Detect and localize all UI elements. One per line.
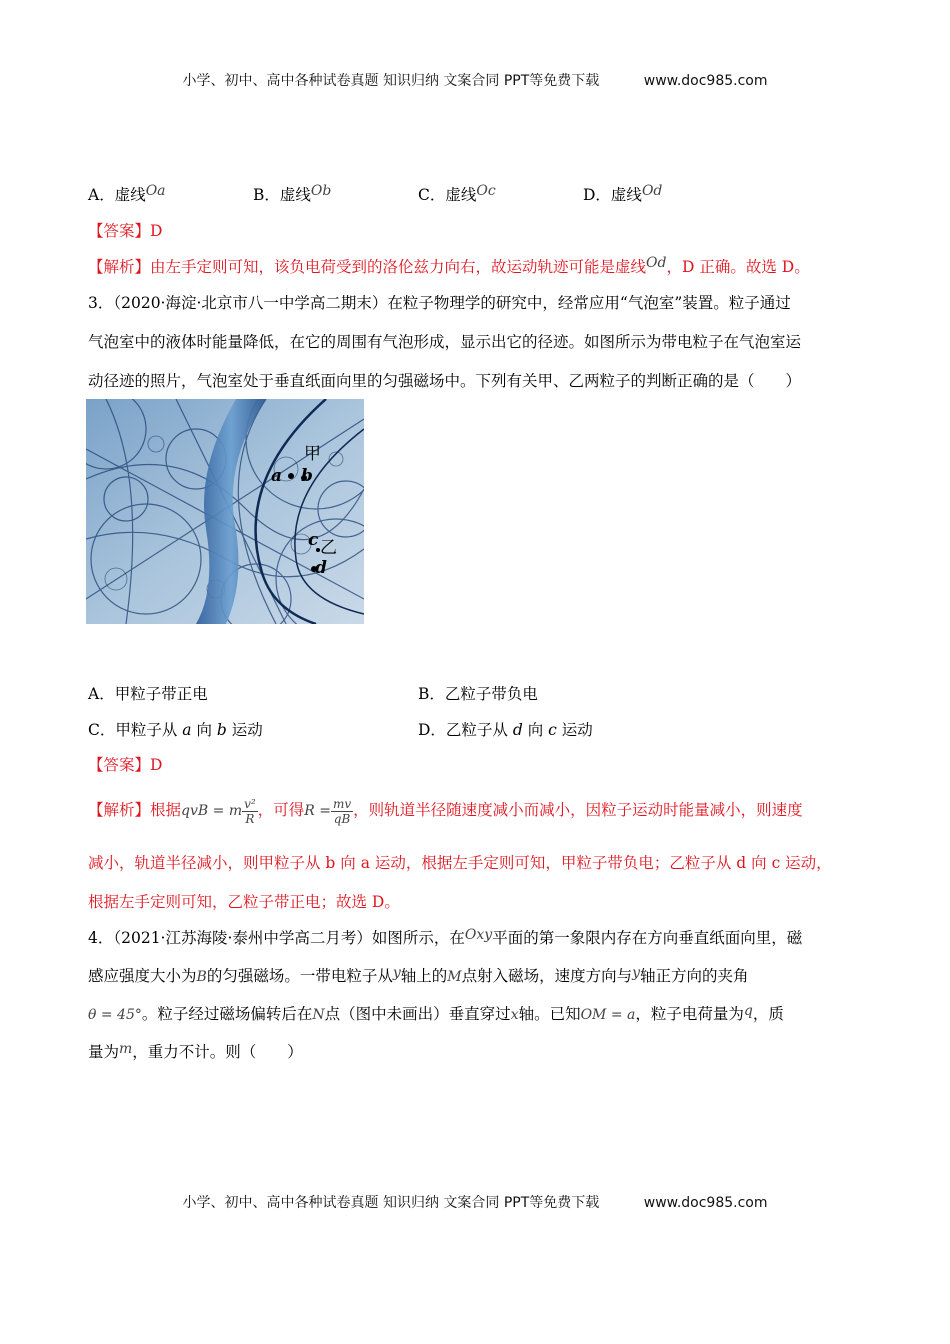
q3-option-d-from: d bbox=[512, 721, 523, 739]
q4-math: OM = a bbox=[580, 1007, 636, 1023]
q4-math: M bbox=[447, 969, 462, 985]
q3-option-b: B．乙粒子带负电 bbox=[418, 685, 538, 703]
q3-stem-line-3: 动径迹的照片，气泡室处于垂直纸面向里的匀强磁场中。下列有关甲、乙两粒子的判断正确的是（ ） bbox=[88, 372, 802, 390]
footer-text: 小学、初中、高中各种试卷真题 知识归纳 文案合同 PPT等免费下载 bbox=[182, 1195, 600, 1211]
fraction-v2-over-r bbox=[242, 797, 258, 826]
q4-text: 轴正方向的夹角 bbox=[640, 967, 749, 985]
page-footer bbox=[0, 1192, 950, 1212]
q2-option-d-math: Od bbox=[641, 183, 663, 199]
q3-analysis-line-1 bbox=[88, 792, 803, 829]
q2-option-b-math: Ob bbox=[310, 183, 332, 199]
answer-tag: 【答案】 bbox=[88, 222, 151, 240]
q3-stem-line-1: 3．（2020·海淀·北京市八一中学高二期末）在粒子物理学的研究中，经常应用“气泡室”装置。粒子通过 bbox=[88, 294, 791, 312]
q3-analysis-line-3: 根据左手定则可知，乙粒子带正电；故选 D。 bbox=[88, 893, 400, 911]
q2-option-d bbox=[583, 183, 662, 205]
label-d: d bbox=[315, 558, 327, 578]
q4-text: ，粒子电荷量为 bbox=[635, 1005, 744, 1023]
q4-stem-line-4 bbox=[88, 1040, 303, 1062]
q4-stem-line-1 bbox=[88, 926, 802, 948]
label-b: b bbox=[301, 466, 313, 486]
q4-math: θ = 45° bbox=[88, 1007, 142, 1023]
answer-tag: 【答案】 bbox=[88, 756, 151, 774]
fraction-denominator: qB bbox=[333, 811, 351, 826]
header-site-link[interactable]: www.doc985.com bbox=[643, 73, 768, 89]
equation-radius: R = bbox=[304, 803, 331, 819]
label-c: c bbox=[308, 530, 319, 550]
fraction-numerator: mv bbox=[332, 796, 352, 811]
q4-math: x bbox=[510, 1007, 519, 1023]
q3-option-d bbox=[418, 718, 593, 740]
q3-option-d-text: D．乙粒子从 bbox=[418, 721, 513, 739]
q2-analysis bbox=[88, 255, 810, 277]
q3-option-c bbox=[88, 718, 263, 740]
answer-value: D bbox=[150, 756, 163, 774]
label-a: a bbox=[271, 466, 283, 486]
q4-text: ，重力不计。则（ ） bbox=[132, 1043, 303, 1061]
analysis-text: 由左手定则可知，该负电荷受到的洛伦兹力向右，故运动轨迹可能是虚线 bbox=[150, 258, 647, 276]
q4-text: 。粒子经过磁场偏转后在 bbox=[141, 1005, 313, 1023]
fraction-numerator: v² bbox=[244, 796, 256, 811]
q4-text: 感应强度大小为 bbox=[88, 967, 197, 985]
q3-option-d-to: c bbox=[548, 721, 557, 739]
q3-answer bbox=[88, 753, 162, 775]
q4-text: 点射入磁场，速度方向与 bbox=[461, 967, 633, 985]
q4-text: ，质 bbox=[752, 1005, 784, 1023]
q2-option-d-label: D．虚线 bbox=[583, 186, 642, 204]
footer-site-link[interactable]: www.doc985.com bbox=[643, 1195, 768, 1211]
analysis-math: Od bbox=[646, 255, 667, 271]
analysis-text-end: ，D 正确。故选 D。 bbox=[666, 258, 810, 276]
q4-text: 的匀强磁场。一带电粒子从 bbox=[206, 967, 393, 985]
analysis-text: 根据 bbox=[150, 801, 182, 819]
q4-text: 轴上的 bbox=[400, 967, 448, 985]
q2-answer bbox=[88, 219, 162, 241]
answer-value: D bbox=[150, 222, 163, 240]
q4-text: 平面的第一象限内存在方向垂直纸面向里，磁 bbox=[492, 929, 803, 947]
q2-option-c-math: Oc bbox=[476, 183, 496, 199]
q2-option-a-label: A．虚线 bbox=[88, 186, 146, 204]
q3-option-c-from: a bbox=[182, 721, 192, 739]
analysis-text: ，则轨道半径随速度减小而减小，因粒子运动时能量减小，则速度 bbox=[353, 801, 803, 819]
q2-option-a-math: Oa bbox=[145, 183, 166, 199]
q3-option-c-text: C．甲粒子从 bbox=[88, 721, 183, 739]
q3-analysis-line-2: 减小，轨道半径减小，则甲粒子从 b 向 a 运动，根据左手定则可知，甲粒子带负电；乙粒子从 d 向 c 运动， bbox=[88, 854, 832, 872]
q4-stem-line-2 bbox=[88, 964, 749, 986]
q3-option-c-end: 运动 bbox=[226, 721, 263, 739]
fraction-denominator: R bbox=[245, 811, 255, 826]
header-text: 小学、初中、高中各种试卷真题 知识归纳 文案合同 PPT等免费下载 bbox=[182, 73, 600, 89]
q3-stem-line-2: 气泡室中的液体时能量降低，在它的周围有气泡形成，显示出它的径迹。如图所示为带电粒子在气泡室运 bbox=[88, 333, 802, 351]
q3-option-d-end: 运动 bbox=[556, 721, 593, 739]
q4-text: 轴。已知 bbox=[518, 1005, 581, 1023]
q4-math: N bbox=[312, 1007, 325, 1023]
q4-text: 点（图中未画出）垂直穿过 bbox=[324, 1005, 511, 1023]
q3-option-c-to: b bbox=[216, 721, 227, 739]
q2-option-b bbox=[253, 183, 331, 205]
q4-math: m bbox=[119, 1041, 133, 1057]
q2-option-c-label: C．虚线 bbox=[418, 186, 477, 204]
q3-option-d-mid: 向 bbox=[522, 721, 549, 739]
label-jia: 甲 bbox=[304, 444, 321, 464]
q2-option-b-label: B．虚线 bbox=[253, 186, 311, 204]
q4-math: y bbox=[392, 965, 401, 981]
analysis-text: ，可得 bbox=[257, 801, 305, 819]
fraction-mv-over-qb bbox=[331, 797, 353, 826]
q4-stem-line-3 bbox=[88, 1002, 784, 1024]
q4-math: B bbox=[196, 969, 207, 985]
q2-option-c bbox=[418, 183, 496, 205]
bubble-chamber-photo bbox=[86, 399, 364, 624]
q4-text: 量为 bbox=[88, 1043, 120, 1061]
q3-option-a: A．甲粒子带正电 bbox=[88, 685, 208, 703]
q4-math: Oxy bbox=[464, 927, 493, 943]
q4-math: y bbox=[632, 965, 641, 981]
label-yi: 乙 bbox=[320, 538, 337, 558]
q2-option-a bbox=[88, 183, 166, 205]
q4-math: q bbox=[743, 1003, 753, 1019]
q3-option-c-mid: 向 bbox=[191, 721, 217, 739]
analysis-tag: 【解析】 bbox=[88, 258, 151, 276]
analysis-tag: 【解析】 bbox=[88, 801, 151, 819]
q4-text: 4．（2021·江苏海陵·泰州中学高二月考）如图所示，在 bbox=[88, 929, 465, 947]
page-header bbox=[0, 70, 950, 90]
equation-lorentz: qvB = m bbox=[181, 803, 243, 819]
